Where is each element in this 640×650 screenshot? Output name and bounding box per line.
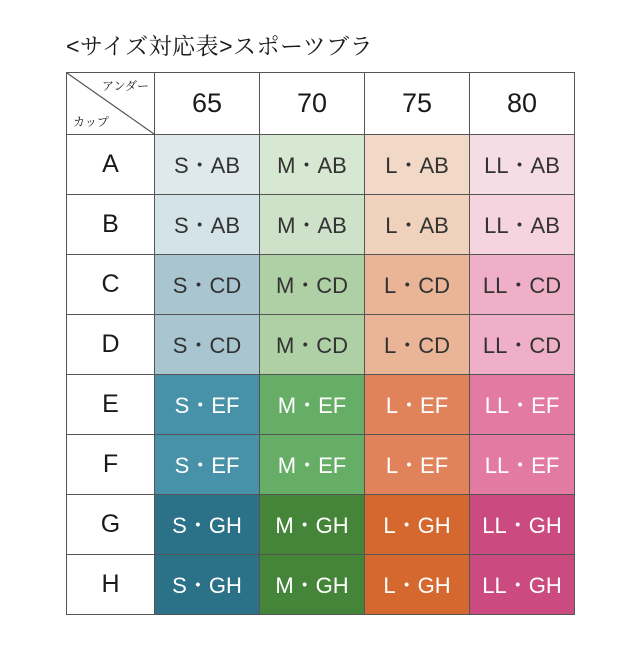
cell-d-80: LL・CD [470, 315, 575, 375]
column-header-75: 75 [365, 73, 470, 135]
table-row [67, 555, 575, 615]
cell-c-70: M・CD [260, 255, 365, 315]
cell-b-75: L・AB [365, 195, 470, 255]
cell-a-70: M・AB [260, 135, 365, 195]
cell-c-80: LL・CD [470, 255, 575, 315]
cell-d-70: M・CD [260, 315, 365, 375]
cell-g-65: S・GH [155, 495, 260, 555]
table-row [67, 255, 575, 315]
cell-d-75: L・CD [365, 315, 470, 375]
cell-h-75: L・GH [365, 555, 470, 615]
cell-c-75: L・CD [365, 255, 470, 315]
cell-a-65: S・AB [155, 135, 260, 195]
size-correspondence-table [66, 72, 575, 615]
cell-g-70: M・GH [260, 495, 365, 555]
cell-c-65: S・CD [155, 255, 260, 315]
column-header-80: 80 [470, 73, 575, 135]
row-header-g: G [67, 495, 155, 555]
row-header-f: F [67, 435, 155, 495]
table-corner-cell [67, 73, 155, 135]
cell-e-80: LL・EF [470, 375, 575, 435]
cell-f-80: LL・EF [470, 435, 575, 495]
cell-a-75: L・AB [365, 135, 470, 195]
table-row [67, 375, 575, 435]
row-header-e: E [67, 375, 155, 435]
cell-f-70: M・EF [260, 435, 365, 495]
row-header-b: B [67, 195, 155, 255]
table-header [67, 73, 575, 135]
table-row [67, 135, 575, 195]
corner-under-label: アンダー [101, 79, 149, 93]
table-row [67, 495, 575, 555]
cell-e-65: S・EF [155, 375, 260, 435]
cell-f-75: L・EF [365, 435, 470, 495]
cell-h-80: LL・GH [470, 555, 575, 615]
cell-h-70: M・GH [260, 555, 365, 615]
table-row [67, 435, 575, 495]
cell-a-80: LL・AB [470, 135, 575, 195]
row-header-c: C [67, 255, 155, 315]
row-header-d: D [67, 315, 155, 375]
row-header-a: A [67, 135, 155, 195]
column-header-70: 70 [260, 73, 365, 135]
cell-e-75: L・EF [365, 375, 470, 435]
corner-cup-label: カップ [73, 115, 109, 129]
cell-g-75: L・GH [365, 495, 470, 555]
cell-e-70: M・EF [260, 375, 365, 435]
cell-h-65: S・GH [155, 555, 260, 615]
table-row [67, 195, 575, 255]
cell-b-70: M・AB [260, 195, 365, 255]
column-header-65: 65 [155, 73, 260, 135]
row-header-h: H [67, 555, 155, 615]
cell-d-65: S・CD [155, 315, 260, 375]
page-title: <サイズ対応表>スポーツブラ [66, 33, 374, 59]
cell-f-65: S・EF [155, 435, 260, 495]
table-row [67, 315, 575, 375]
table-header-row [67, 73, 575, 135]
table-body [67, 135, 575, 615]
cell-b-80: LL・AB [470, 195, 575, 255]
cell-b-65: S・AB [155, 195, 260, 255]
cell-g-80: LL・GH [470, 495, 575, 555]
